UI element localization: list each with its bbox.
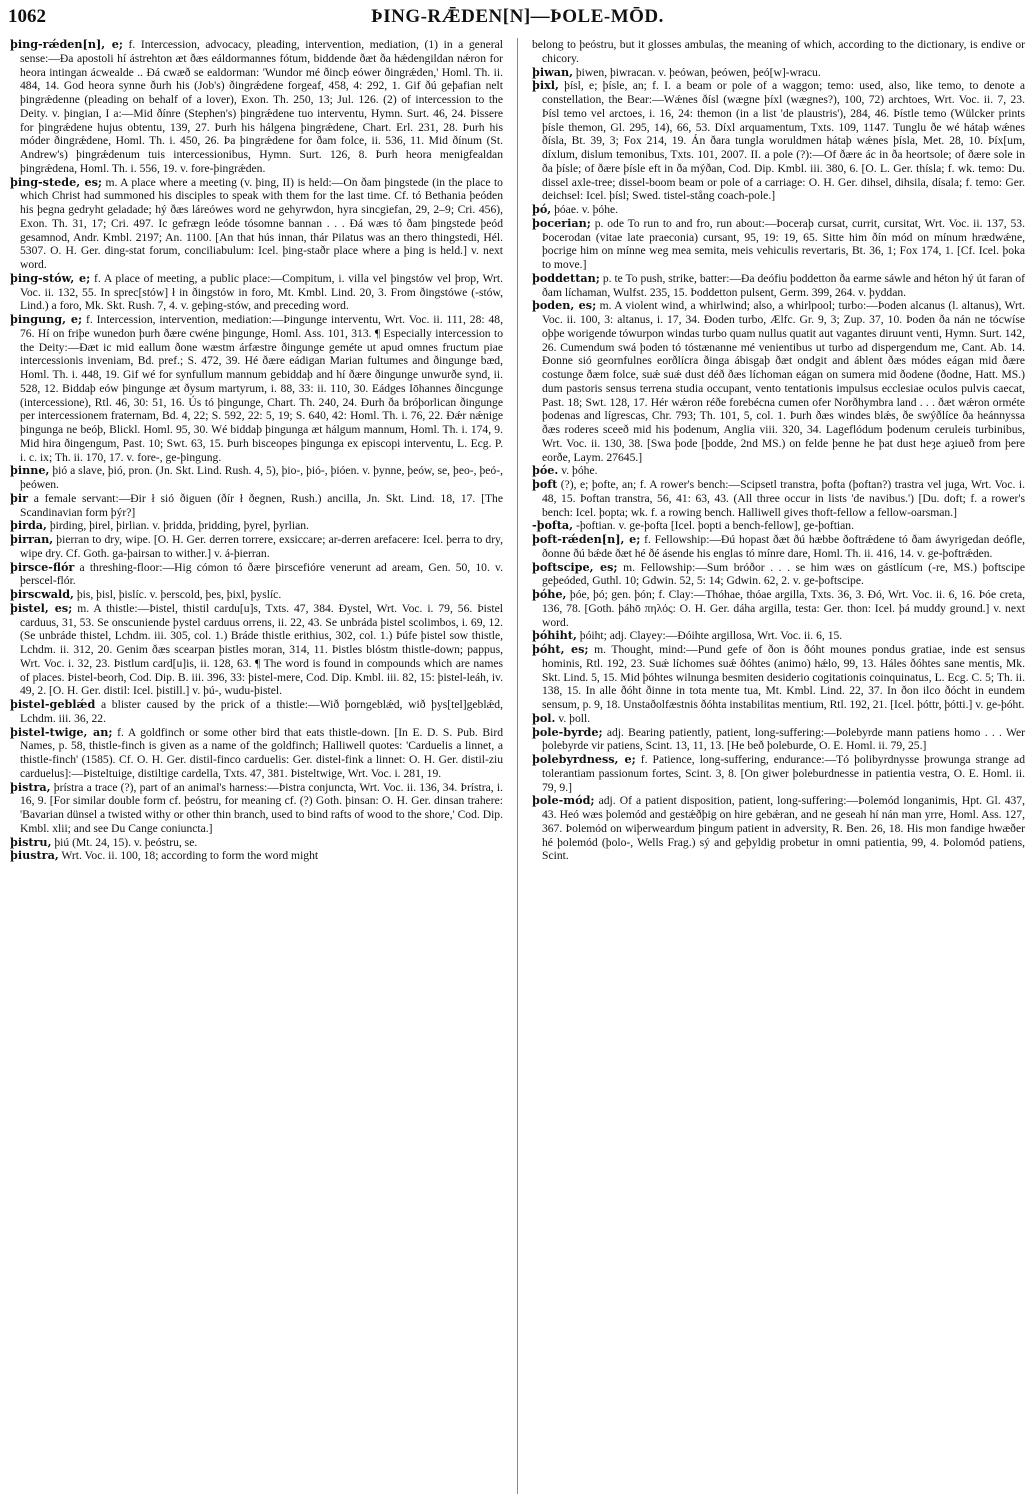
dictionary-entry — [532, 519, 1025, 533]
page-number: 1062 — [8, 6, 46, 27]
entry-definition: v. þoll. — [555, 711, 591, 725]
entry-headword: þing-stede, es; — [10, 174, 103, 189]
right-column — [532, 38, 1025, 1494]
entry-headword: þing-stów, e; — [10, 270, 91, 285]
entry-headword: þirscwald, — [10, 587, 74, 601]
dictionary-entry — [10, 781, 503, 836]
dictionary-entry — [532, 478, 1025, 519]
dictionary-entry — [10, 313, 503, 464]
dictionary-entry — [10, 519, 503, 533]
entry-headword: -þofta, — [532, 518, 574, 533]
dictionary-entry — [532, 79, 1025, 203]
entry-headword: þóht, es; — [532, 642, 589, 656]
entry-headword: þinne, — [10, 463, 50, 478]
entry-definition: m. Fellowship:—Sum bróðor . . . se him wæs on gástlícum (-re, MS.) þoftscipe geþeóded, Guthl. 10; Gdwin. 52, 5: 14; Gdwin. 62, 2. v. ge-þoftscipe. — [542, 560, 1025, 588]
dictionary-entry — [10, 849, 503, 863]
entry-definition: p. te To push, strike, batter:—Ða deófiu þoddetton ða earme sáwle and héton hý út faran of ðam líchaman, Wulfst. 235, 15. Þoddetton pulsent, Germ. 399, 264. v. þyddan. — [542, 271, 1025, 299]
text-columns — [10, 38, 1025, 1494]
entry-definition: m. A violent wind, a whirlwind; also, a whirlpool; turbo:—Þoden alcanus (l. altanus), Wrt. Voc. ii. 100, 3: altanus, i. 17, 34. Ðoden turbo, Ælfc. Gr. 9, 3; Zup. 37, 10. Þoden ða nán ne tócwíse oþþe worigende tówurpon windas turbo quam nullus quatit aut vagantes diruunt venti, Hymn. Surt. 142, 26. Cumendum swá þoden tó tóstænanne mé venientibus ut turbo ad dispergendum me, Cant. Ab. 14. Ðonne sió geornfulnes eorðlícra ðinga ábisgaþ ðæt ondgit and áblent ðæs módes eágan mid ðære costunge ðæm folce, suǽ suǽ dust déð ðæs líchoman eágan on sumera mid ðodene (ðodne, Hatt. MS.) dum pastoris sensus terrena studia occupant, vento tentationis impulsus ecclesiae oculos pulvis caecat, Past. 18; Swt. 128, 17. Hér wǽron réðe forebécna cumen ofer Norðhymbra land . . . ðæt wǽron orméte þodenas and lígrescas, Chr. 793; Th. 101, 5, col. 1. Þurh ðæs windes blǽs, ðe swýðlíce ða heánnyssa ðæs roderes sceeð mid his þodenum, Anglia viii. 320, 34. Lageflódum þodenum ceruleis turbinibus, Wrt. Voc. ii. 130, 38. [Swa þode [þodde, 2nd MS.) on felde þenne he þat dust heȝe aȝiueð from þere eorðe, Laym. 27645.] — [542, 299, 1025, 464]
entry-headword: þóhiht, — [532, 628, 577, 643]
entry-headword: þocerian; — [532, 215, 591, 230]
left-column — [10, 38, 503, 1494]
entry-definition: f. A goldfinch or some other bird that eats thistle-down. [In E. D. S. Pub. Bird Names, p. 58, thistle-finch is given as a name of the goldfinch; Halliwell quotes: 'Carduelis a linnet, a thistle-finch' (1585). Cf. O. H. Ger. distil-finco carduelis: Ger. distel-fink a linnet: O. H. Ger. distil-ziu carduelus]:—Þisteltuige, distiltige cardella, Txts. 47, 381. Þisteltwige, Wrt. Voc. i. 281, 19. — [20, 725, 503, 780]
dictionary-entry — [532, 299, 1025, 464]
entry-definition: Wrt. Voc. ii. 100, 18; according to form the word might — [58, 849, 319, 863]
dictionary-entry — [10, 561, 503, 589]
entry-headword: þolebyrdness, e; — [532, 752, 636, 766]
dictionary-entry — [10, 464, 503, 492]
entry-definition: f. Fellowship:—Ðú hopast ðæt ðú hæbbe ðoftrǽdene tó ðam áwyrigedan deófle, ðonne ðú bǽde ðæt hé ðé ásende his englas tó mínre dare, Homl. Th. ii. 416, 14. v. ge-þoftrǽden. — [542, 533, 1025, 560]
entry-definition: a threshing-floor:—Hig cómon tó ðære þirscefióre venerunt ad aream, Gen. 50, 10. v. þerscel-flór. — [20, 560, 503, 588]
dictionary-entry — [532, 203, 1025, 217]
entry-definition: þóae. v. þóhe. — [551, 203, 619, 216]
entry-definition: v. þóhe. — [558, 464, 598, 478]
entry-definition: þió a slave, þió, pron. (Jn. Skt. Lind. Rush. 4, 5), þio-, þió-, þióen. v. þynne, þeów, se, þeo-, þeó-, þeówen. — [20, 464, 503, 491]
dictionary-entry — [10, 602, 503, 698]
entry-headword: þixl, — [532, 78, 559, 93]
entry-headword: þistru, — [10, 834, 52, 849]
entry-definition: þirding, þirel, þirlian. v. þridda, þridding, þyrel, þyrlian. — [46, 519, 309, 533]
entry-definition: p. ode To run to and fro, run about:—Þoceraþ cursat, currit, cursitat, Wrt. Voc. ii. 137, 53. Þocerodan (vitae late praeconia) cursant, 95, 19: 19, 65. Sitte him ðín mód on mínum hrædwǽne, þocrige him on mínne weg mea semita, meis vehiculis revertaris, Bt. 36, 1; Fox 174, 1. [Cf. Icel. þoka to move.] — [542, 216, 1025, 271]
dictionary-entry — [10, 588, 503, 602]
entry-headword: þole-mód; — [532, 793, 595, 808]
entry-definition: þóiht; adj. Clayey:—Ðóihte argillosa, Wrt. Voc. ii. 6, 15. — [576, 629, 843, 643]
entry-headword: þistel-geblǽd — [10, 697, 96, 711]
dictionary-entry — [532, 533, 1025, 561]
entry-headword: þistel, es; — [10, 600, 73, 615]
entry-headword: þirda, — [10, 518, 47, 533]
entry-definition: þóe, þó; gen. þón; f. Clay:—Thóhae, thóae argilla, Txts. 36, 3. Ðó, Wrt. Voc. ii. 6, 16. Þóe creta, 136, 78. [Goth. þáhō πηλός: O. H. Ger. dáha argilla, testa: Ger. thon: Icel. þá muddy ground.] v. next word. — [542, 588, 1025, 629]
dictionary-entry — [10, 176, 503, 272]
dictionary-entry — [532, 794, 1025, 863]
dictionary-entry — [532, 753, 1025, 794]
dictionary-entry — [532, 712, 1025, 726]
entry-headword: þóhe, — [532, 587, 567, 601]
entry-headword: þoftscipe, es; — [532, 559, 618, 574]
entry-headword: þol. — [532, 710, 556, 725]
entry-headword: þiwan, — [532, 64, 573, 79]
entry-headword: þoft-rǽden[n], e; — [532, 532, 641, 546]
entry-definition: a female servant:—Ðir ł sió ðiguen (ðír ł ðegnen, Rush.) ancilla, Jn. Skt. Lind. 18, 17. [The Scandinavian form þýr?] — [20, 491, 503, 519]
entry-headword: þoden, es; — [532, 298, 597, 313]
entry-headword: þistra, — [10, 779, 51, 794]
entry-definition: þiú (Mt. 24, 15). v. þeóstru, se. — [51, 835, 198, 849]
entry-headword: þir — [10, 490, 28, 505]
page-title: ÞING-RǢDEN[N]—ÞOLE-MŌD. — [371, 6, 664, 27]
entry-definition: þrístra a trace (?), part of an animal's harness:—Þistra conjuncta, Wrt. Voc. ii. 136, 34. Þrístra, i. 16, 9. [For similar double form cf. þeóstru, for meaning cf. (?) Goth. þinsan: O. H. Ger. dinsan trahere: 'Bavarian dünsel a twisted withy or other thin branch, used to bind rafts of wood to the shore,' Cod. Dip. Kmbl. xlii; and see Du Cange coniuncta.] — [20, 780, 503, 835]
dictionary-entry — [532, 272, 1025, 300]
dictionary-entry — [532, 464, 1025, 478]
entry-headword: þing-rǽden[n], e; — [10, 38, 123, 51]
entry-definition: þísl, e; þísle, an; f. I. a beam or pole of a waggon; temo: used, also, like temo, to denote a constellation, the Bear:—Wǽnes ðísl (wægne þíxl (wægnes?), 100, 72) archtoes, Wrt. Voc. ii. 7, 23. Þísl temo vel arctoes, i. 16, 24: themon (in a list 'de plaustris'), 284, 46. Þístle temo (Wülcker prints þísle themon, Gl. 295, 14), 66, 53. Díxl arquamentum, Txts. 109, 1147. Tunglu ðe wé hátaþ wǽnes ðísla, Bt. 39, 3; Fox 214, 19. Án ðara tungla woruldmen hátaþ wǽnes þísla, Met. 28, 10. Þíx[um, díxlum, dislum temonibus, Txts. 101, 2007. II. a pole (?):—Of ðære ác in ða heortsole; of ðære sole in ða þísle; of ðære þísle eft in ða mýðan, Cod. Dip. Kmbl. iii. 380, 6. [O. L. Ger. thísla; f. wk. temo: Du. dissel axle-tree; dissel-boom beam or pole of a carriage: O. H. Ger. dihsel, dihsila, dísala; f. temo: Ger. deichsel: Icel. þísl; Swed. tistel-stång coach-pole.] — [542, 79, 1025, 203]
dictionary-entry — [532, 38, 1025, 66]
entry-definition: (?), e; þofte, an; f. A rower's bench:—Scipsetl transtra, þofta (þoftan?) trastra vel juga, Wrt. Voc. i. 48, 15. Þoftan transtra, 56, 41: 63, 43. (All three occur in lists 'de navibus.') [Du. doft; f. a rower's bench: Icel. þopta; wk. f. a rowing bench. Halliwell gives thoft-fellow a fellow-oarsman.] — [542, 478, 1025, 519]
entry-definition: -þoftian. v. ge-þofta [Icel. þopti a bench-fellow], ge-þoftian. — [573, 519, 854, 533]
running-head — [8, 6, 1027, 32]
entry-definition: m. Thought, mind:—Pund gefe of ðon is ðóht mounes pondus gratiae, inde est sensus hominis, Rtl. 192, 23. Suǽ líchomes suǽ ðóhtes (animo) hǽlo, 99, 13. Háles ðóhtes sane mentis, Mk. Skt. Lind. 5, 15. Mid þóhtes wilnunga besmiten desiderio cogitationis coinquinatus, L. Ecg. C. 5; Th. ii. 138, 15. In alle ðóht ðinne in tota mente tua, Mt. Kmbl. Lind. 22, 37. In ðon ilco ðócht in eundem sensum, p. 9, 18. Unstaðolfæstnis ðóhta instabilitas mentium, Rtl. 192, 21. [Icel. þóttr, þótti.] v. ge-þóht. — [542, 643, 1025, 711]
entry-headword: þistel-twige, an; — [10, 724, 113, 739]
column-divider — [517, 38, 518, 1494]
entry-headword: þirsce-flór — [10, 559, 75, 574]
entry-headword: þó, — [532, 202, 552, 216]
entry-definition: m. A thistle:—Þistel, thistil cardu[u]s, Txts. 47, 384. Ðystel, Wrt. Voc. i. 79, 56. Þistel carduus, 31, 53. Se onscuniende þystel carduus orrens, ii. 22, 43. Se unbráda þistel scolimbos, i. 69, 12. (Se unbráde thistel, Lchdm. iii. 305, col. 1.) Bráde thistle erithius, 302, col. 1.) Þúfe þistel sow thistle, Lchdm. ii. 312, 20. Genim ðæs scearpan þistles moran, 314, 11. Þistles blóstm thistle-down; pappus, Wrt. Voc. i. 32, 23. Þistlum card[u]is, ii. 128, 63. ¶ The word is found in compounds which are names of places. Þistel-beorh, Cod. Dip. B. iii. 396, 33: þistel-mere, Cod. Dip. Kmbl. iii. 82, 15: þistel-leáh, iv. 49, 2. [O. H. Ger. distil: Icel. þistill.] v. þú-, wudu-þistel. — [20, 601, 503, 698]
dictionary-entry — [10, 492, 503, 520]
entry-definition: adj. Bearing patiently, patient, long-suffering:—Þolebyrde mann patiens homo . . . Wer þolebyrde vir patiens, Scint. 13, 11, 13. [He beð þoleburde, O. E. Homl. ii. 79, 25.] — [542, 725, 1025, 753]
entry-headword: þiustra, — [10, 848, 59, 863]
dictionary-entry — [10, 272, 503, 313]
entry-headword: þingung, e; — [10, 312, 83, 326]
entry-definition: þiwen, þiwracan. v. þeówan, þeówen, þeó[w]-wracu. — [572, 65, 821, 79]
dictionary-entry — [532, 561, 1025, 589]
dictionary-entry — [532, 629, 1025, 643]
dictionary-entry — [532, 726, 1025, 754]
entry-definition: belong to þeóstru, but it glosses ambulas, the meaning of which, according to the dictionary, is endive or chicory. — [532, 38, 1025, 65]
dictionary-entry — [532, 643, 1025, 712]
entry-definition: þis, þisl, þislíc. v. þerscold, þes, þixl, þyslíc. — [73, 588, 282, 601]
dictionary-entry — [10, 726, 503, 781]
dictionary-entry — [10, 533, 503, 561]
entry-definition: adj. Of a patient disposition, patient, long-suffering:—Þolemód longanimis, Hpt. Gl. 437, 43. Heó wæs þolemód and gestǽðþig on hire gebǽran, and ne geseah hí nán man yrre, Homl. Ass. 127, 367. Þolemód on wiþerweardum þingum patient in adversity, R. Ben. 26, 18. His mon fandige hwæðer hé þolemód (þolo-, Wells Frag.) sý and geþyldig probetur in omni patientia, 99, 4. Þolomód patiens, Scint. — [542, 794, 1025, 863]
entry-headword: þole-byrde; — [532, 724, 603, 739]
dictionary-entry — [532, 217, 1025, 272]
dictionary-entry — [532, 588, 1025, 629]
entry-definition: f. Intercession, intervention, mediation:—Þingunge interventu, Wrt. Voc. ii. 111, 28: 48, 76. Hí on friþe wunedon þurh ðære cwéne þingunge, Homl. Ass. 101, 313. ¶ Especially intercession to the Deity:—Ðæt ic mid eallum ðone wæstm árfæstre ðingunge geméte ut apud omnes fructum piae intercessionis inveniam, Bd. pref.; S. 472, 39. Hé ðære eádigan Marian fultumes and ðingunge bæd, Homl. Th. i. 448, 19. Gif wé for synfullum mannum gebiddaþ and hí ðære ðingunge unwurðe synd, ii. 528, 12. Biddaþ eów þingunge æt ðysum martyrum, i. 88, 33: ii. 110, 30. Eádges Iōhannes ðincgunge (intercessione), Rtl. 46, 30: 51, 16. Ús tó þingunge, Chart. Th. 240, 24. Ðurh ða bróþorlican ðingunge per intercessionem fraternam, Bd. 4, 22; S. 592, 22: 5, 19; S. 640, 42: Homl. Th. i. 76, 22. Ðǽr nǽnige þingunga ne beóþ, Blickl. Homl. 95, 30. Wé biddaþ þingunga æt hálgum mannum, Homl. Th. i. 174, 9. Mid hira ðingengum, Past. 10; Swt. 63, 15. Þurh bisceopes þingunga ex episcopi interventu, L. Ecg. P. i. c. ix; Th. ii. 170, 17. v. fore-, ge-þingung. — [20, 313, 503, 464]
entry-definition: f. Patience, long-suffering, endurance:—Tó þolibyrdnysse þrowunga strange ad tolerantiam passionum fortes, Scint. 3, 8. [On giwer þoleburdnesse in patientia vestra, O. E. Homl. ii. 79, 9.] — [542, 753, 1025, 794]
entry-headword: þoft — [532, 477, 558, 491]
entry-definition: m. A place where a meeting (v. þing, II) is held:—On ðam þingstede (in the place to which Christ had summoned his disciples to speak with them for the last time. Cf. tó Bethania þeóden his þegna gedryht geladade; hý ðæs láreówes word ne gehyrwdon, hyra sincgiefan, 29, 2–9; Cri. 456), Exon. Th. 31, 17; Cri. 497. Ic gefrægn leóde tósomne bannan . . . Ðá wæs tó ðam þingstede þeód gesamnod, Andr. Kmbl. 2197; An. 1100. [An that hús innan, thár Pilatus was an thero thingstedi, Hél. 5307. O. H. Ger. ding-stat forum, conciliabulum: Icel. þing-staðr place where a þing is held.] v. next word. — [20, 175, 503, 271]
dictionary-entry — [10, 836, 503, 850]
entry-headword: þirran, — [10, 532, 54, 546]
dictionary-entry — [10, 38, 503, 176]
entry-definition: f. A place of meeting, a public place:—Compitum, i. villa vel þingstów vel þrop, Wrt. Voc. ii. 132, 55. In sprec[stów] ł in ðingstów in foro, Mt. Kmbl. Lind. 20, 3. From ðingstówe (-stów, Lind.) a foro, Mk. Skt. Rush. 7, 4. v. geþing-stów, and preceding word. — [20, 271, 503, 313]
entry-definition: f. Intercession, advocacy, pleading, intervention, mediation, (1) in a general sense:—Ða apostoli hí ástrehton æt ðæs eáldormannes fótum, biddende ðæt ða hǽdengildan nǽron for heora intingan ácwealde .. Ðá cwæð se ealdorman: 'Wundor mé ðincþ eówer ðingrǽden,' Homl. Th. ii. 484, 14. God heora synne ðurh his (Job's) ðingrǽdene forgeaf, 458, 4: 292, 1. Gif ðú geþafian nelt þingrǽdenne (pleading on behalf of a lover), Exon. Th. 250, 13; Jul. 126. (2) of intercession to the Deity. v. þingian, I a:—Mid ðínre (Stephen's) þingrǽdene tuo interventu, Hymn. Surt. 46, 24. Þissere for þingrǽdene hujus obtentu, 139, 27. Þurh his hálgena þingrǽdene, Chart. Erl. 231, 28. Þurh his móder ðingrǽdene, Homl. Th. i. 450, 26. Þa þingrǽdene for ðam folce, ii. 536, 11. Mid ðínum (St. Andrew's) þingrǽdenum tuis intercessionibus, Hymn. Surt. 126, 8. Þurh heora menigfealdan þingrǽdena, Homl. Th. i. 556, 19. v. fore-þingrǽden. — [20, 38, 503, 175]
entry-definition: a blister caused by the prick of a thistle:—Wið þorngeblǽd, wið þys[tel]geblǽd, Lchdm. iii. 36, 22. — [20, 698, 503, 725]
dictionary-entry — [10, 698, 503, 726]
dictionary-entry — [532, 66, 1025, 80]
entry-headword: þóe. — [532, 463, 559, 478]
entry-definition: þierran to dry, wipe. [O. H. Ger. derren torrere, exsiccare; ar-derren arefacere: Icel. þerra to dry, wipe dry. Cf. Goth. ga-þairsan to wither.] v. á-þierran. — [20, 533, 503, 560]
entry-headword: þoddettan; — [532, 270, 600, 285]
